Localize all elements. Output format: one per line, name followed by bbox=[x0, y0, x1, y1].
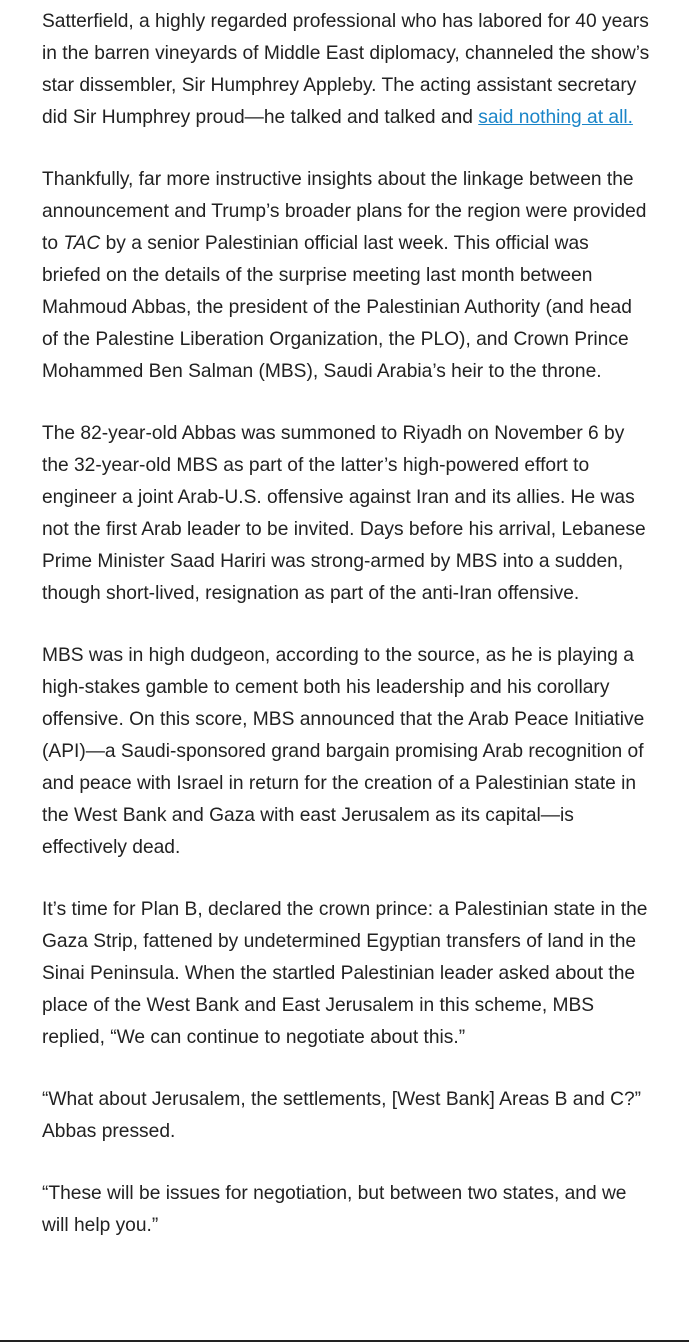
paragraph-2 bbox=[42, 164, 652, 388]
paragraph-5: It’s time for Plan B, declared the crown prince: a Palestinian state in the Gaza Strip, fattened by undetermined Egyptian transfers of land in the Sinai Peninsula. When the startled Palestinian leader asked about the place of the West Bank and East Jerusalem in this scheme, MBS replied, “We can continue to negotiate about this.” bbox=[42, 899, 648, 1048]
paragraph-3: The 82-year-old Abbas was summoned to Riyadh on November 6 by the 32-year-old MBS as part of the latter’s high-powered effort to engineer a joint Arab-U.S. offensive against Iran and its allies. He was not the first Arab leader to be invited. Days before his arrival, Lebanese Prime Minister Saad Hariri was strong-armed by MBS into a sudden, though short-lived, resignation as part of the anti-Iran offensive. bbox=[42, 423, 646, 604]
paragraph-4: MBS was in high dudgeon, according to the source, as he is playing a high-stakes gamble to cement both his leadership and his corollary offensive. On this score, MBS announced that the Arab Peace Initiative (API)—a Saudi-sponsored grand bargain promising Arab recognition of and peace with Israel in return for the creation of a Palestinian state in the West Bank and Gaza with east Jerusalem as its capital—is effectively dead. bbox=[42, 645, 645, 858]
paragraph-1-text: Satterfield, a highly regarded professional who has labored for 40 years in the barren vineyards of Middle East diplomacy, channeled the show’s star dissembler, Sir Humphrey Appleby. The acting assistant secretary did Sir Humphrey proud—he talked and talked and bbox=[42, 11, 650, 128]
paragraph-2-before: Thankfully, far more instructive insights about the linkage between the announcement and Trump’s broader plans for the region were provided to bbox=[42, 169, 647, 254]
paragraph-6: “What about Jerusalem, the settlements, [West Bank] Areas B and C?” Abbas pressed. bbox=[42, 1089, 641, 1142]
said-nothing-link[interactable]: said nothing at all. bbox=[478, 107, 633, 128]
paragraph-7: “These will be issues for negotiation, but between two states, and we will help you.” bbox=[42, 1183, 627, 1236]
tac-italic: TAC bbox=[63, 233, 101, 254]
paragraph-2-after: by a senior Palestinian official last week. This official was briefed on the details of the surprise meeting last month between Mahmoud Abbas, the president of the Palestinian Authority (and head of the Palestine Liberation Organization, the PLO), and Crown Prince Mohammed Ben Salman (MBS), Saudi Arabia’s heir to the throne. bbox=[42, 233, 632, 382]
paragraph-1 bbox=[42, 6, 652, 134]
article-body bbox=[42, 6, 652, 1272]
